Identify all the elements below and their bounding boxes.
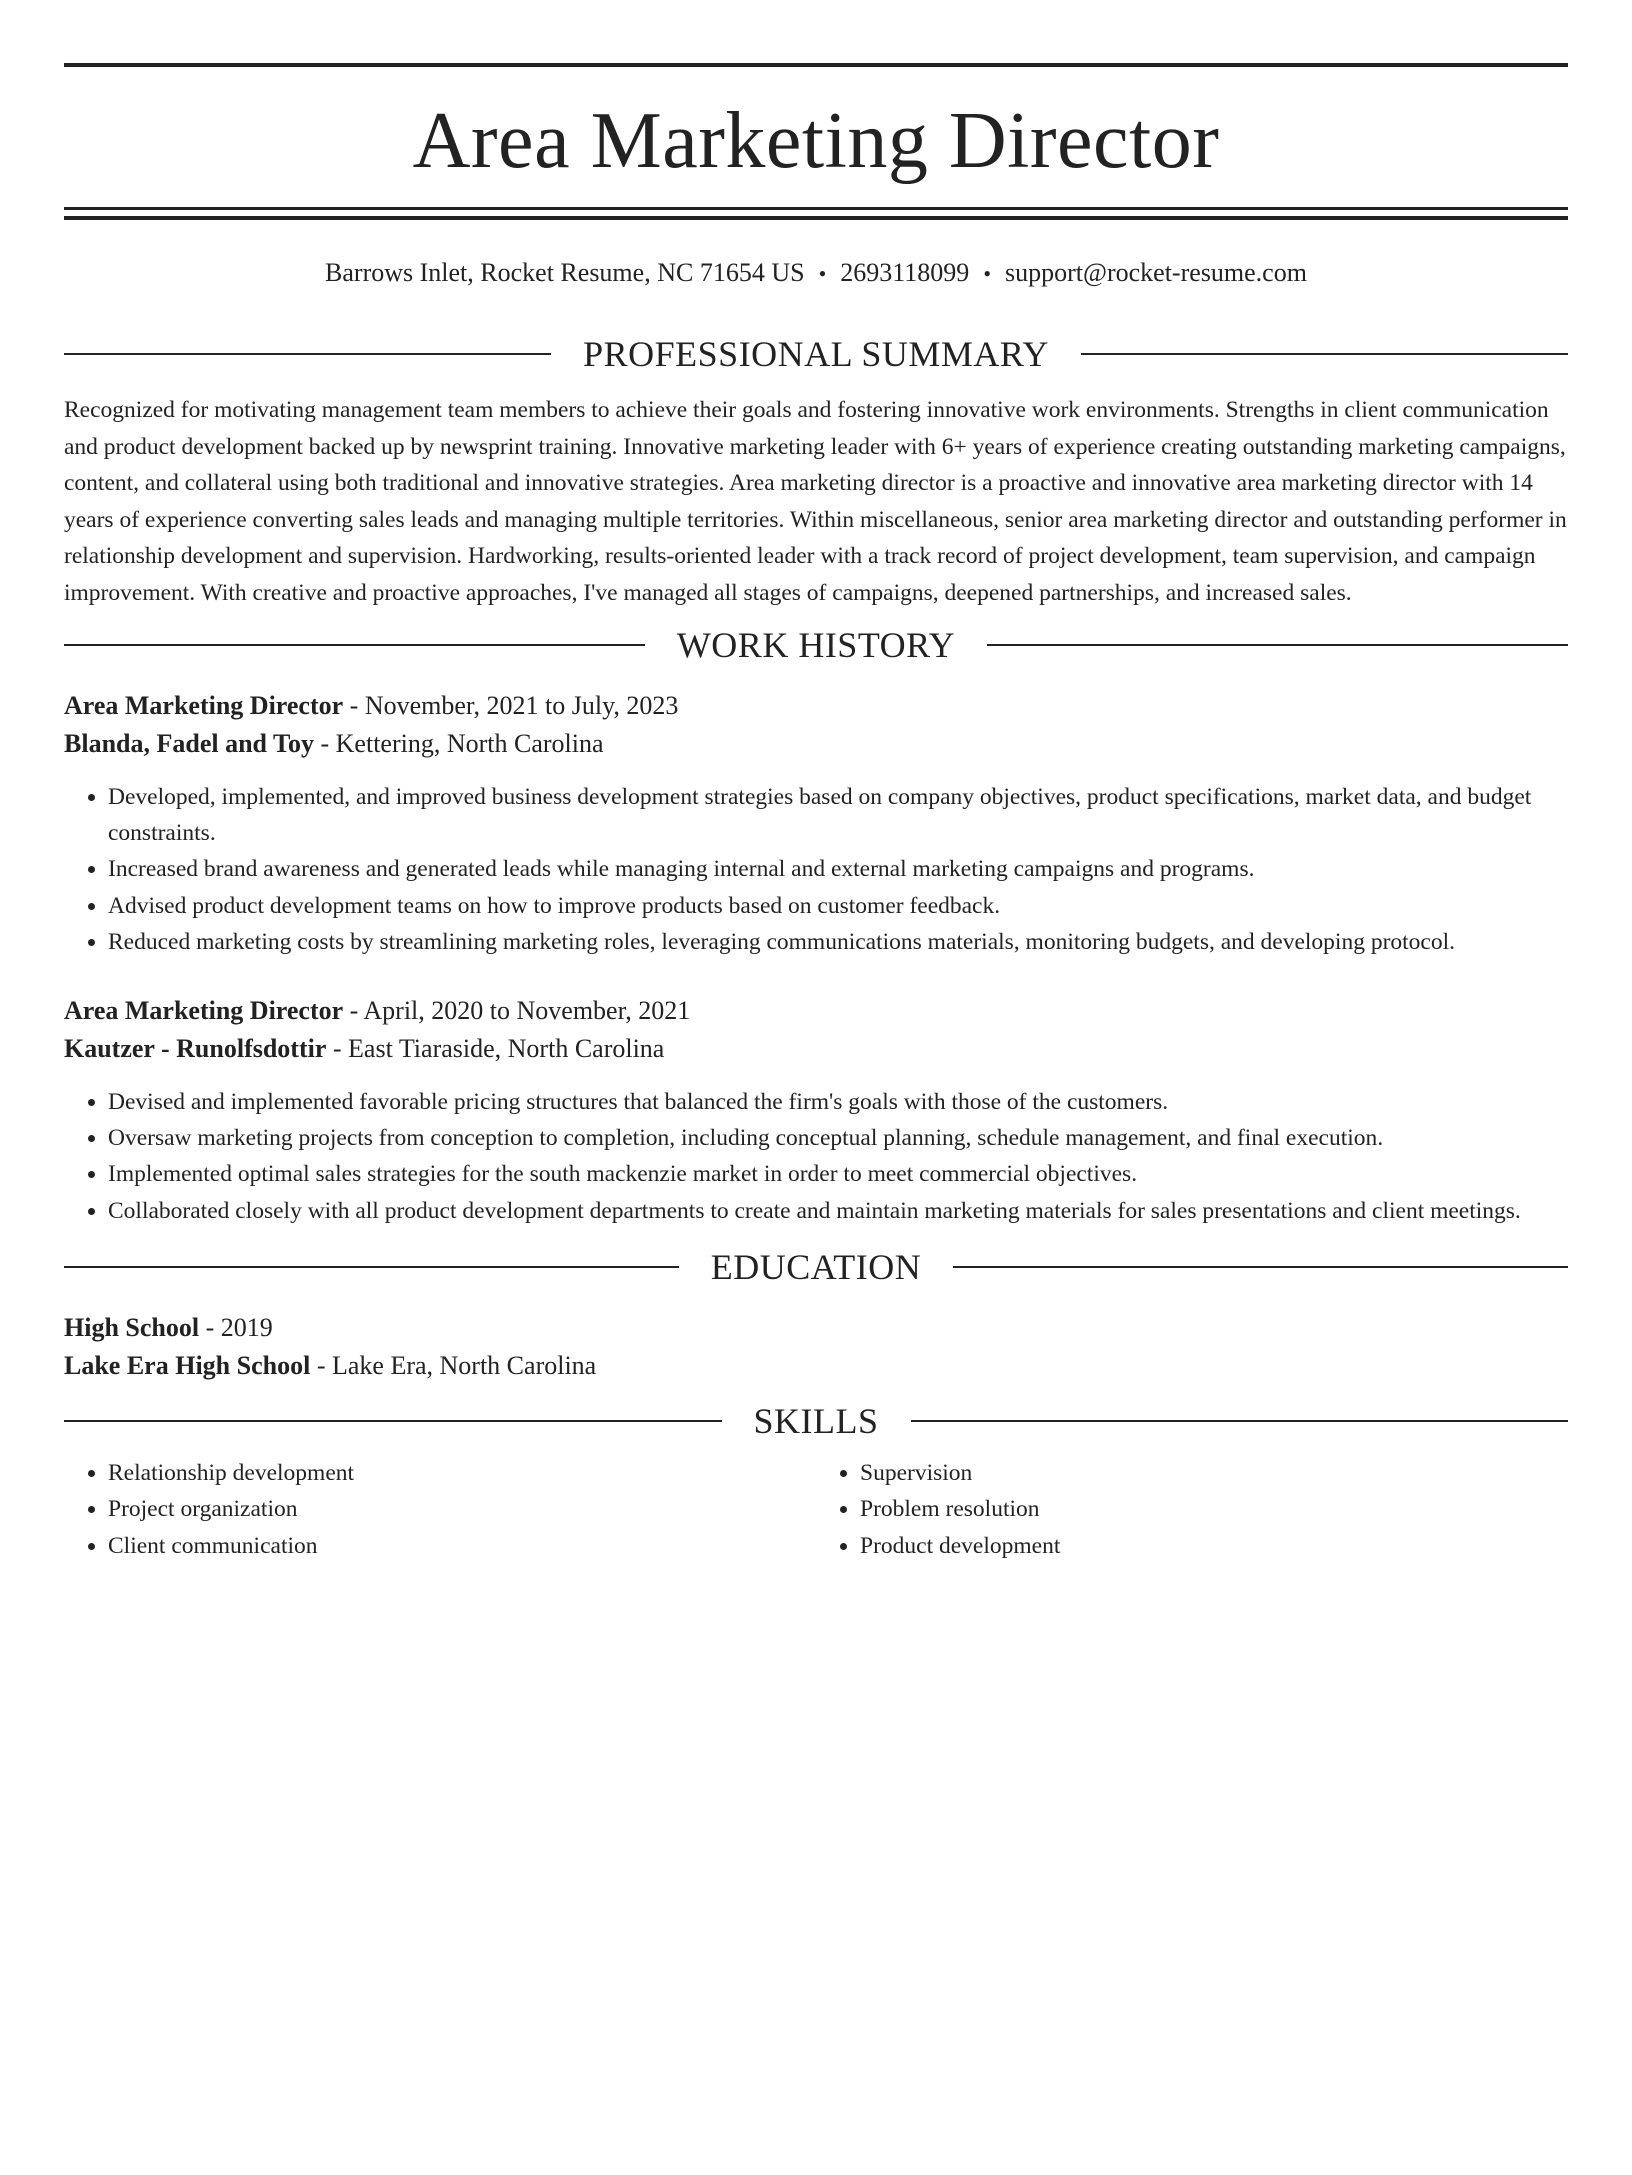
job-company-line [64,725,1568,763]
job-location: - Kettering, North Carolina [314,729,604,758]
heading-rule [987,644,1568,646]
job-dates: - November, 2021 to July, 2023 [343,691,679,720]
list-item: • Reduced marketing costs by streamlining marketing roles, leveraging communications materials, monitoring budgets, and developing protocol. [108,924,1568,960]
skill-item: • Relationship development [108,1455,816,1492]
job-bullets [64,1084,1568,1229]
job-entry [64,687,1568,960]
section-title: WORK HISTORY [676,625,956,665]
list-item: • Oversaw marketing projects from conception to completion, including conceptual planning, schedule management, and final execution. [108,1120,1568,1156]
skill-item: • Client communication [108,1528,816,1565]
skills-right-column [816,1455,1568,1565]
job-company: Kautzer - Runolfsdottir [64,1034,327,1064]
degree: High School [64,1312,200,1342]
contact-line [64,256,1568,290]
degree-year: - 2019 [199,1312,273,1342]
job-location: - East Tiaraside, North Carolina [326,1034,665,1064]
summary-heading [64,334,1568,374]
degree-line [64,1309,1568,1347]
work-heading [64,625,1568,665]
skill-item: • Product development [860,1528,1568,1565]
contact-email: support@rocket-resume.com [1005,258,1307,287]
list-item: • Developed, implemented, and improved business development strategies based on company objectives, product specifications, market data, and budget constraints. [108,779,1568,851]
contact-phone: 2693118099 [840,258,970,287]
list-item: • Collaborated closely with all product development departments to create and maintain marketing materials for sales presentations and client meetings. [108,1193,1568,1229]
heading-rule [953,1266,1568,1268]
list-item: • Increased brand awareness and generated leads while managing internal and external marketing campaigns and programs. [108,851,1568,887]
heading-rule [64,353,551,355]
list-item: • Implemented optimal sales strategies for the south mackenzie market in order to meet commercial objectives. [108,1156,1568,1192]
resume-name: Area Marketing Director [412,97,1220,185]
resume-page [0,63,1632,2175]
heading-rule [911,1420,1569,1422]
skill-item: • Supervision [860,1455,1568,1492]
skills-columns [64,1455,1568,1565]
school-location: - Lake Era, North Carolina [310,1350,597,1380]
job-entry [64,992,1568,1229]
job-title: Area Marketing Director [64,996,344,1026]
job-title-line [64,992,1568,1030]
job-dates: - April, 2020 to November, 2021 [343,996,691,1026]
contact-address: Barrows Inlet, Rocket Resume, NC 71654 US [325,258,805,287]
job-title-line [64,687,1568,725]
heading-rule [64,1420,722,1422]
skill-item: • Project organization [108,1491,816,1528]
heading-rule [64,1266,679,1268]
skills-left-column [64,1455,816,1565]
education-heading [64,1247,1568,1287]
section-title: SKILLS [753,1400,879,1441]
school-line [64,1347,1568,1385]
job-company-line [64,1030,1568,1068]
skill-item: • Problem resolution [860,1491,1568,1528]
section-title: EDUCATION [710,1246,922,1287]
heading-rule [1081,353,1568,355]
education-entry [64,1309,1568,1385]
job-bullets [64,779,1568,960]
heading-rule [64,644,645,646]
job-company: Blanda, Fadel and Toy [64,729,314,758]
contact-separator: • [983,261,992,286]
job-title: Area Marketing Director [64,691,344,720]
contact-separator: • [818,261,827,286]
section-title: PROFESSIONAL SUMMARY [583,334,1049,374]
skills-heading [64,1401,1568,1441]
list-item: • Devised and implemented favorable pricing structures that balanced the firm's goals with those of the customers. [108,1084,1568,1120]
double-rule [64,207,1568,220]
list-item: • Advised product development teams on how to improve products based on customer feedback. [108,888,1568,924]
school-name: Lake Era High School [64,1350,311,1380]
summary-text: Recognized for motivating management team members to achieve their goals and fostering innovative work environments. Strengths in client communication and product development backed up by newsprint training. Innovative marketing leader with 6+ years of experience creating outstanding marketing campaigns, content, and collateral using both traditional and innovative strategies. Area marketing director is a proactive and innovative area marketing director with 14 years of experience converting sales leads and managing multiple territories. Within miscellaneous, senior area marketing director and outstanding performer in relationship development and supervision. Hardworking, results-oriented leader with a track record of project development, team supervision, and campaign improvement. With creative and proactive approaches, I've managed all stages of campaigns, deepened partnerships, and increased sales. [64,397,1567,606]
